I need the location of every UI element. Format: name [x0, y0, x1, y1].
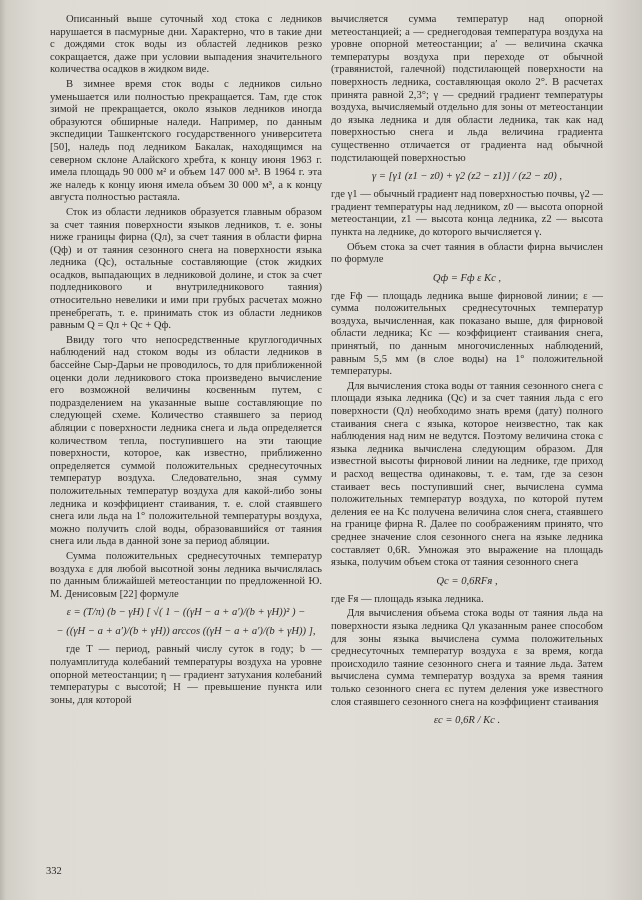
paragraph: Сток из области ледников образуется главным образом за счет таяния поверхности языков ледников, т. е. зоны ниже границы фирна (Qл), за счет таяния в области фирна (Qф) и от таяния сезонного снега на поверхности языка ледника (Qc), остальные составляющие (сток жидких осадков, выпадающих в ледниковой долине, и сток за счет подледникового и внутриледникового таяния) относительно невелики и ими при грубых расчетах можно пренебрегать, т. е. принимать сток из области ледников равным Q = Qл + Qc + Qф.	[50, 206, 322, 332]
paragraph: где Fя — площадь языка ледника.	[331, 593, 484, 605]
paragraph: В зимнее время сток воды с ледников сильно уменьшается или полностью прекращается. Там, где сток зимой не прекращается, около языков ледников иногда образуются обширные наледи. Например, по данным экспедиции Ташкентского государственного университета [50], наледь под ледником Бакалак, находящимся на северном склоне Алайского хребта, к концу июня 1963 г. имела площадь 90 000 м² и объем 147 000 м³. В 1964 г. эта же наледь к концу июня имела объем 30 000 м³, а к концу августа полностью растаяла.	[50, 78, 322, 204]
formula-epsilon-c: εc = 0,6R / Kc .	[433, 715, 501, 727]
left-column	[50, 14, 322, 707]
paragraph: где γ1 — обычный градиент над поверхностью почвы, γ2 — градиент температуры над ледником, z0 — высота опорной метеостанции, z1 — высота конца ледника, z2 — высота пункта на леднике, до которого вычисляется γ.	[331, 189, 603, 238]
paragraph: где Fф — площадь ледника выше фирновой линии; ε — сумма положительных среднесуточных температур воздуха, вычисленная, как показано выше, для фирновой области ледника; Kc — коэффициент стаивания снега, принятый, по данным многочисленных наблюдений, равным 5,5 мм (в слое воды) на 1° положительной температуры.	[331, 290, 603, 378]
formula-denisov-line-1: ε = (T/π) (b − γH) [ √( 1 − ((γH − a + a′)/(b + γH))² ) −	[66, 607, 306, 619]
formula-gradient: γ = [γ1 (z1 − z0) + γ2 (z2 − z1)] / (z2 − z0) ,	[371, 171, 563, 183]
formula-denisov-line-2: − ((γH − a + a′)/(b + γH)) arccos ((γH − a + a′)/(b + γH)) ],	[56, 626, 316, 638]
paragraph: вычисляется сумма температур над опорной метеостанцией; a — среднегодовая температура воздуха на уровне опорной метеостанции; a′ — величина скачка температуры воздуха при переходе от обычной (травянистой, галечной) подстилающей поверхности на поверхность ледника, составляющая около 2°. В расчетах принята равной 2,3°; γ — средний градиент температуры воздуха, вычисляемый отдельно для зоны от метеостанции до языка ледника и для области ледника, так как над поверхностью снега и льда величина градиента существенно отличается от градиента над обычной подстилающей поверхностью	[331, 14, 603, 164]
paragraph: где T — период, равный числу суток в году; b — полуамплитуда колебаний температуры воздуха на уровне опорной метеостанции; η — градиент затухания колебаний температуры с высотой; H — превышение пункта или зоны, для которой	[50, 644, 322, 706]
paragraph: Для вычисления стока воды от таяния сезонного снега с площади языка ледника (Qc) и за счет таяния льда с его поверхности (Qл) необходимо знать время (дату) полного стаивания снега с языка, которое неизвестно, так как наблюдения над ним не ведутся. Поэтому величина стока с языка ледника вычислена следующим образом. Для известной высоты фирновой линии на леднике, где приход и расход вещества одинаковы, т. е. там, где за сезон стаивает весь поступивший снег, вычислена сумма положительных температур воздуха, по которой путем деления ее на Kc получена величина слоя снега, стаявшего на границе фирна R. Далее по соображениям принято, что среднее значение слоя сезонного снега на языке ледника составляет 0,6R. Умножая это выражение на площадь языка, получим объем стока от таяния сезонного снега	[331, 380, 603, 569]
paragraph: Описанный выше суточный ход стока с ледников нарушается в пасмурные дни. Характерно, что в такие дни с дождями сток воды из областей ледников резко сокращается, даже при условии выпадения значительного количества осадков в жидком виде.	[50, 14, 322, 76]
right-column	[331, 14, 603, 733]
binding-shadow	[0, 0, 6, 900]
page-number: 332	[46, 866, 62, 877]
formula-seasonal-snow: Qc = 0,6RFя ,	[436, 575, 498, 587]
paragraph: Для вычисления объема стока воды от таяния льда на поверхности языка ледника Qл указанным ранее способом для зоны языка вычислена сумма положительных среднесуточных температур воздуха ε за время, когда происходило таяние сезонного снега и таяние льда. Затем вычислена сумма температур воздуха за время таяния только сезонного снега εc путем деления уже известного слоя стаявшего сезонного снега на коэффициент стаивания	[331, 608, 603, 708]
paragraph: Объем стока за счет таяния в области фирна вычислен по формуле	[331, 241, 603, 266]
paragraph: Сумма положительных среднесуточных температур воздуха ε для любой высотной зоны ледника вычислялась по данным ближайшей метеостанции по предложенной Ю. М. Денисовым [22] формуле	[50, 550, 322, 600]
formula-firn-runoff: Qф = Fф ε Kc ,	[432, 272, 502, 284]
paragraph: Ввиду того что непосредственные круглогодичных наблюдений над стоком воды из области ледников в бассейне Сыр-Дарьи не проводилось, то для приближенной оценки доли ледникового стока произведено вычисление его возможной величины косвенным путем, с подразделением на указанные выше составляющие по следующей схеме. Количество стаявшего за период абляции с поверхности ледника снега и льда определяется количеством тепла, поступившего на эти тающие поверхности, которое, как известно, приближенно определяется суммой положительных среднесуточных температур воздуха. Следовательно, зная сумму положительных температур воздуха для какой-либо зоны ледника и коэффициент стаивания, т. е. слой стаявшего снега или льда на 1° положительной температуры воздуха, можно получить слой воды, образовавшийся от таяния снега или льда в данной зоне за период абляции.	[50, 334, 322, 548]
